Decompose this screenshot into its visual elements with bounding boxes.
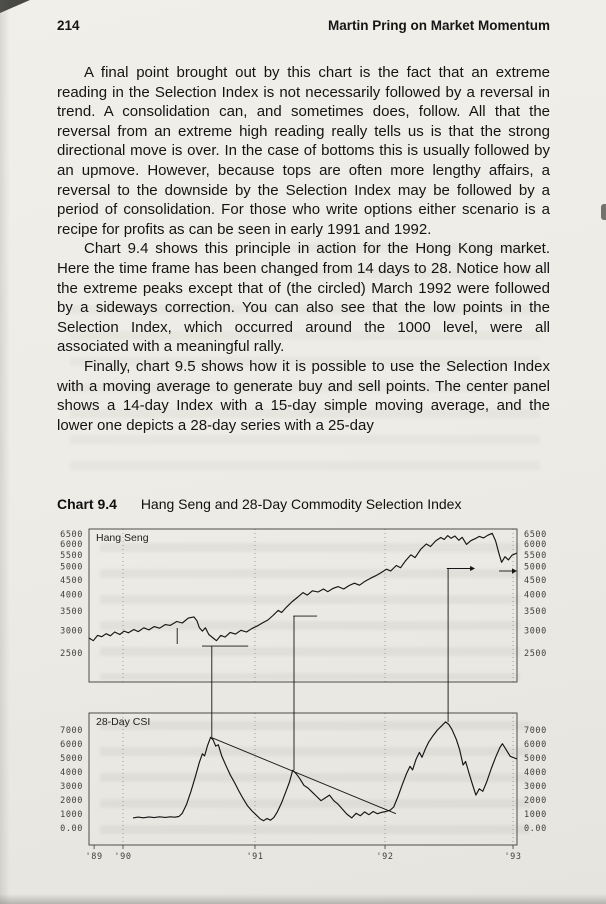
- paragraph-3: Finally, chart 9.5 shows how it is possible to use the Selection Index with a moving average to generate buy and sell points. The center panel shows a 14-day Index with a 15-day simple moving average, and the lower one depicts a 28-day series with a 25-day: [57, 357, 550, 434]
- y-axis-tick-label: 4000: [524, 590, 547, 601]
- chart-caption-title: Hang Seng and 28-Day Commodity Selection Index: [140, 496, 462, 512]
- y-axis-tick-label: 3000: [60, 782, 83, 792]
- csi-panel-title: 28-Day CSI: [96, 716, 151, 728]
- y-axis-tick-label: 4500: [60, 575, 83, 586]
- arrowhead-icon: [470, 566, 475, 571]
- y-axis-tick-label: 5000: [524, 562, 547, 573]
- x-axis-tick-label: '90: [114, 852, 132, 862]
- y-axis-tick-label: 5500: [524, 550, 547, 561]
- y-axis-tick-label: 3000: [60, 626, 83, 637]
- paragraph-1: A final point brought out by this chart is the fact that an extreme reading in the Selection Index is not necessarily followed by a reversal in trend. A consolidation can, and sometimes does, follow. All that the reversal from an extreme high reading really tells us is that the strong directional move is over. In the case of bottoms this is usually followed by an upmove. However, because tops are often more lengthy affairs, a reversal to the downside by the Selection Index may be followed by a period of consolidation. For those who write options either scenario is a recipe for profits as can be seen in early 1991 and 1992.: [57, 64, 550, 238]
- y-axis-tick-label: 6500: [60, 530, 83, 541]
- x-axis-tick-label: '92: [376, 852, 394, 862]
- y-axis-tick-label: 4500: [524, 575, 547, 586]
- hang-seng-panel-frame: [89, 529, 517, 682]
- y-axis-tick-label: 4000: [60, 768, 83, 778]
- y-axis-tick-label: 6000: [524, 540, 547, 551]
- csi-series-line: [133, 722, 517, 821]
- hang-seng-panel-title: Hang Seng: [96, 532, 149, 544]
- chart-caption-label: Chart 9.4: [57, 496, 117, 512]
- y-axis-tick-label: 2000: [524, 796, 547, 806]
- y-axis-tick-label: 5000: [60, 562, 83, 573]
- y-axis-tick-label: 2000: [60, 796, 83, 806]
- y-axis-tick-label: 5000: [524, 754, 547, 764]
- y-axis-tick-label: 4000: [524, 768, 547, 778]
- y-axis-tick-label: 3500: [524, 607, 547, 618]
- y-axis-tick-label: 7000: [60, 726, 83, 736]
- y-axis-tick-label: 6000: [60, 540, 83, 551]
- x-axis-tick-label: '93: [504, 852, 522, 862]
- x-axis-tick-label: '89: [85, 852, 103, 862]
- y-axis-tick-label: 1000: [524, 810, 547, 820]
- x-axis-tick-label: '91: [246, 852, 264, 862]
- paragraph-2: Chart 9.4 shows this principle in action for the Hong Kong market. Here the time frame has been changed from 14 days to 28. Notice how all the extreme peaks except that of (the circled) March 1992 were followed by a sideways correction. You can also see that the low points in the Selection Index, which occurred around the 1000 level, were all associated with a meaningful rally.: [57, 240, 550, 356]
- y-axis-tick-label: 3000: [524, 626, 547, 637]
- downtrend-line: [212, 738, 396, 814]
- y-axis-tick-label: 6500: [524, 530, 547, 541]
- arrowhead-icon: [512, 568, 517, 573]
- y-axis-tick-label: 5000: [60, 754, 83, 764]
- y-axis-tick-label: 2500: [60, 649, 83, 659]
- hang-seng-series-line: [89, 533, 517, 640]
- y-axis-tick-label: 6000: [60, 740, 83, 750]
- y-axis-tick-label: 3000: [524, 782, 547, 792]
- y-axis-tick-label: 1000: [60, 810, 83, 820]
- running-head-title: Martin Pring on Market Momentum: [327, 18, 550, 33]
- page-number: 214: [57, 18, 80, 33]
- y-axis-tick-label: 3500: [60, 607, 83, 618]
- y-axis-tick-label: 0.00: [60, 824, 83, 834]
- y-axis-tick-label: 7000: [524, 726, 547, 736]
- y-axis-tick-label: 2500: [524, 649, 547, 659]
- y-axis-tick-label: 5500: [60, 550, 83, 561]
- y-axis-tick-label: 6000: [524, 740, 547, 750]
- y-axis-tick-label: 4000: [60, 590, 83, 601]
- y-axis-tick-label: 0.00: [524, 824, 547, 834]
- csi-panel-frame: [89, 713, 517, 845]
